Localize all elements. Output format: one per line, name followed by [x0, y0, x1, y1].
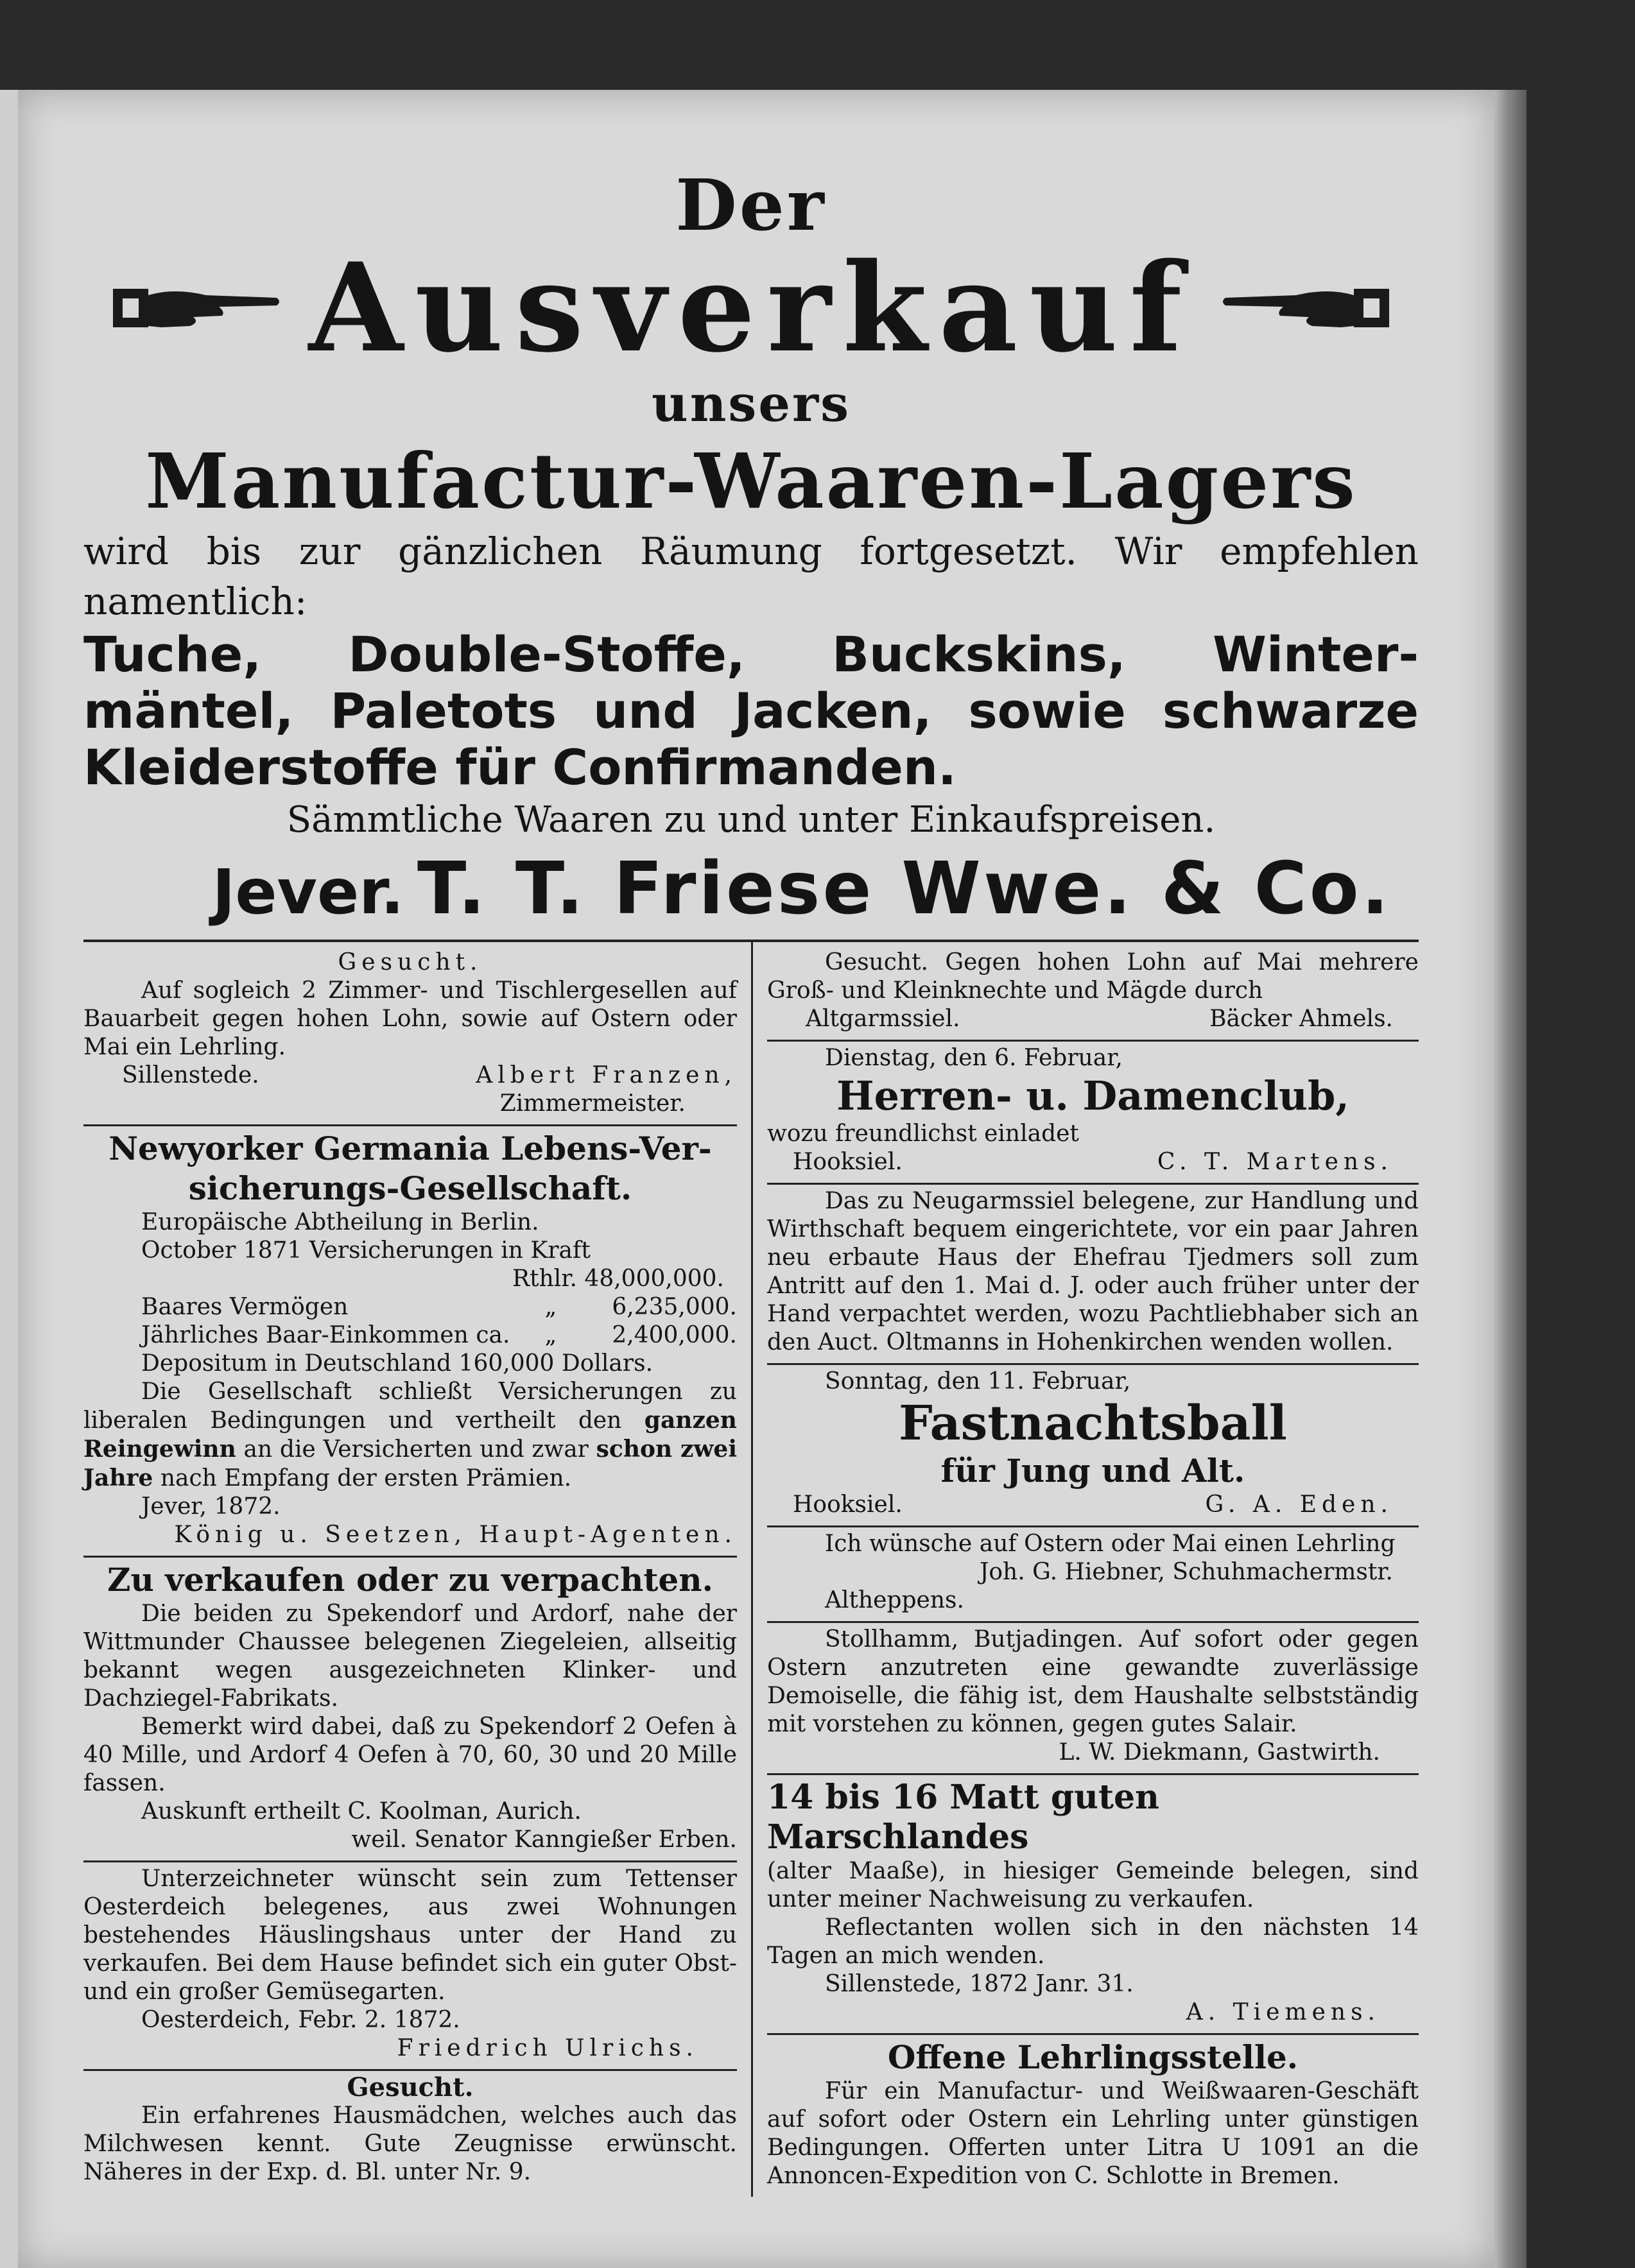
ad-heading: Newyorker Germania Lebens-Ver- [108, 1130, 712, 1167]
amount-value: 2,400,000. [612, 1322, 737, 1348]
ad-subheading: Europäische Abtheilung in Berlin. [141, 1209, 539, 1235]
main-advertisement [83, 164, 1419, 931]
ad-date: Sillenstede, 1872 Janr. 31. [825, 1971, 1134, 1997]
ad-text: Ich wünsche auf Ostern oder Mai einen Lehrling [825, 1531, 1396, 1557]
ad-heading-2: für Jung und Alt. [940, 1452, 1245, 1490]
header-der: Der [675, 164, 827, 246]
ad-knechte [767, 946, 1419, 1042]
header-firm: T. T. Friese Wwe. & Co. [417, 847, 1392, 931]
ad-sign: G. A. Eden. [1205, 1491, 1393, 1518]
ad-text: Die beiden zu Spekendorf und Ardorf, nahe der Wittmunder Chaussee belegenen Ziegeleien, allseitig bekannt wegen ausgezeichneten Klinker- und Dachziegel-Fabrikats. [83, 1601, 737, 1712]
ad-gesucht-zimmer [83, 946, 737, 1126]
page-edge [1494, 90, 1527, 2268]
ad-heading: Gesucht. [347, 2072, 474, 2102]
ad-amount-row [83, 1321, 737, 1350]
ad-info: Auskunft ertheilt C. Koolman, Aurich. [141, 1798, 582, 1825]
ad-damenclub [767, 1042, 1419, 1185]
header-lager: Manufactur-Waaren-Lagers [145, 436, 1357, 526]
ad-date: Jever, 1872. [141, 1493, 281, 1520]
ad-text: Stollhamm, Butjadingen. Auf sofort oder gegen Ostern anzutreten eine gewandte zuverlässige Demoiselle, die fähig ist, dem Haushalte selbstständig mit vorstehen zu können, gegen gutes Salair. [767, 1626, 1419, 1737]
header-big2: mäntel, Paletots und Jacken, sowie schwarze [83, 682, 1419, 739]
ad-lehrlingsstelle [767, 2035, 1419, 2197]
header-big1: Tuche, Double-Stoffe, Buckskins, Winter- [83, 626, 1419, 683]
ad-place: Hooksiel. [793, 1491, 903, 1518]
ad-signature [767, 1148, 1419, 1176]
ad-sign: Albert Franzen, [476, 1062, 737, 1088]
ad-fastnachtsball [767, 1365, 1419, 1527]
ad-signature [83, 1061, 737, 1090]
header-line2: Sämmtliche Waaren zu und unter Einkaufspreisen. [286, 799, 1216, 841]
ad-line: October 1871 Versicherungen in Kraft [141, 1237, 591, 1264]
pointing-hand-right-icon [110, 276, 283, 340]
ad-sign: L. W. Diekmann, Gastwirth. [1059, 1739, 1380, 1765]
ad-text-2: Bemerkt wird dabei, daß zu Spekendorf 2 Oefen à 40 Mille, und Ardorf 4 Oefen à 70, 60, 30 und 20 Mille fassen. [83, 1714, 737, 1796]
ad-marschland [767, 1775, 1419, 2035]
ad-sign: C. T. Martens. [1157, 1149, 1393, 1175]
header-big3: Kleiderstoffe für Confirmanden. [83, 739, 956, 796]
ad-date: Oesterdeich, Febr. 2. 1872. [141, 2007, 460, 2033]
ad-text: (alter Maaße), in hiesiger Gemeinde belegen, sind unter meiner Nachweisung zu verkaufen. [767, 1858, 1419, 1912]
ad-neugarmssiel [767, 1185, 1419, 1365]
ad-text-b: ganzen Reingewinn [83, 1407, 737, 1463]
ad-place: Hooksiel. [793, 1149, 903, 1175]
right-column [751, 942, 1419, 2197]
ad-columns [83, 940, 1419, 2197]
ad-place: Sillenstede. [122, 1062, 259, 1088]
amount-value: 6,235,000. [612, 1294, 737, 1320]
ad-heading-2: sicherungs-Gesellschaft. [188, 1169, 632, 1207]
ad-deposit: Depositum in Deutschland 160,000 Dollars. [141, 1350, 653, 1377]
ad-text: Auf sogleich 2 Zimmer- und Tischlergesellen auf Bauarbeit gegen hohen Lohn, sowie auf Ostern oder Mai ein Lehrling. [83, 977, 737, 1060]
ad-amount-row [83, 1293, 737, 1321]
header-place: Jever. [212, 856, 404, 928]
ad-hausmaedchen [83, 2071, 737, 2193]
ad-heading: Fastnachtsball [899, 1396, 1287, 1451]
ad-text: Unterzeichneter wünscht sein zum Tettenser Oesterdeich belegenes, aus zwei Wohnungen bestehendes Häuslingshaus unter der Hand zu verkaufen. Bei dem Hause befindet sich ein guter Obst- und ein großer Gemüsegarten. [83, 1866, 737, 2005]
ad-heading: 14 bis 16 Matt guten Marschlandes [767, 1778, 1159, 1857]
ad-germania [83, 1126, 737, 1558]
ad-text: Das zu Neugarmssiel belegene, zur Handlung und Wirthschaft bequem eingerichtete, vor ein paar Jahren neu erbaute Haus der Ehefrau Tjedmers soll zum Antritt auf den 1. Mai d. J. oder auch früher unter der Hand verpachtet werden, wozu Pachtliebhaber sich an den Auct. Oltmanns in Hohenkirchen wenden wollen. [767, 1188, 1419, 1355]
ad-text-2: Reflectanten wollen sich in den nächsten 14 Tagen an mich wenden. [767, 1914, 1419, 1969]
title-row [83, 236, 1419, 379]
ad-date: Sonntag, den 11. Februar, [825, 1368, 1131, 1395]
ad-heading: Herren- u. Damenclub, [836, 1072, 1349, 1119]
ad-text: Für ein Manufactur- und Weißwaaren-Geschäft auf sofort oder Ostern ein Lehrling unter günstigen Bedingungen. Offerten unter Litra U 1091 an die Annoncen-Expedition von C. Schlotte in Bremen. [767, 2078, 1419, 2189]
ad-place: Altgarmssiel. [806, 1006, 960, 1032]
ad-date: Dienstag, den 6. Februar, [825, 1045, 1123, 1071]
amount-label: Jährliches Baar-Einkommen ca. [141, 1322, 510, 1348]
ad-text-d: schon zwei Jahre [83, 1436, 738, 1491]
ad-lehrling-schuhmacher [767, 1527, 1419, 1623]
header-line1: wird bis zur gänzlichen Räumung fortgesetzt. Wir empfehlen namentlich: [83, 529, 1419, 623]
ad-haeuslingshaus [83, 1862, 737, 2071]
ad-heading: Gesucht. [338, 949, 483, 975]
ditto-mark: „ [544, 1322, 557, 1348]
ad-ziegeleien [83, 1558, 737, 1862]
ad-role: Zimmermeister. [499, 1090, 686, 1117]
ad-text: Ein erfahrenes Hausmädchen, welches auch das Milchwesen kennt. Gute Zeugnisse erwünscht. Näheres in der Exp. d. Bl. unter Nr. 9. [83, 2102, 737, 2185]
ad-text: Gesucht. Gegen hohen Lohn auf Mai mehrere Groß- und Kleinknechte und Mägde durch [767, 949, 1419, 1004]
ad-text: wozu freundlichst einladet [767, 1121, 1079, 1147]
ad-text-e: nach Empfang der ersten Prämien. [160, 1465, 572, 1491]
left-column [83, 942, 751, 2197]
pointing-hand-left-icon [1219, 276, 1392, 340]
ad-heading: Offene Lehrlingsstelle. [887, 2038, 1299, 2076]
header-signature [83, 847, 1419, 931]
ad-sign: Bäcker Ahmels. [1209, 1006, 1393, 1032]
ad-text-a: Die Gesellschaft schließt Versicherungen zu liberalen Bedingungen und vertheilt den [83, 1379, 737, 1434]
ditto-mark: „ [544, 1294, 557, 1320]
header-unsers: unsers [652, 375, 851, 433]
header-title: Ausverkauf [308, 236, 1194, 379]
ad-sign: König u. Seetzen, Haupt-Agenten. [174, 1522, 737, 1548]
ad-text [83, 1378, 737, 1493]
page-content [83, 164, 1419, 2197]
ad-signature [767, 1005, 1419, 1033]
ad-heading: Zu verkaufen oder zu verpachten. [107, 1561, 713, 1599]
ad-place: Altheppens. [825, 1587, 964, 1613]
page-left-margin [0, 90, 18, 2268]
ad-sign: Friedrich Ulrichs. [397, 2035, 698, 2061]
ad-sign: A. Tiemens. [1186, 1999, 1380, 2025]
ad-sign: weil. Senator Kanngießer Erben. [351, 1826, 737, 1853]
ad-signature [767, 1491, 1419, 1519]
ad-amount-total: Rthlr. 48,000,000. [512, 1266, 724, 1292]
amount-label: Baares Vermögen [141, 1294, 349, 1320]
ad-demoiselle [767, 1623, 1419, 1775]
ad-text-c: an die Versicherten und zwar [243, 1436, 589, 1463]
ad-sign: Joh. G. Hiebner, Schuhmachermstr. [979, 1559, 1393, 1585]
